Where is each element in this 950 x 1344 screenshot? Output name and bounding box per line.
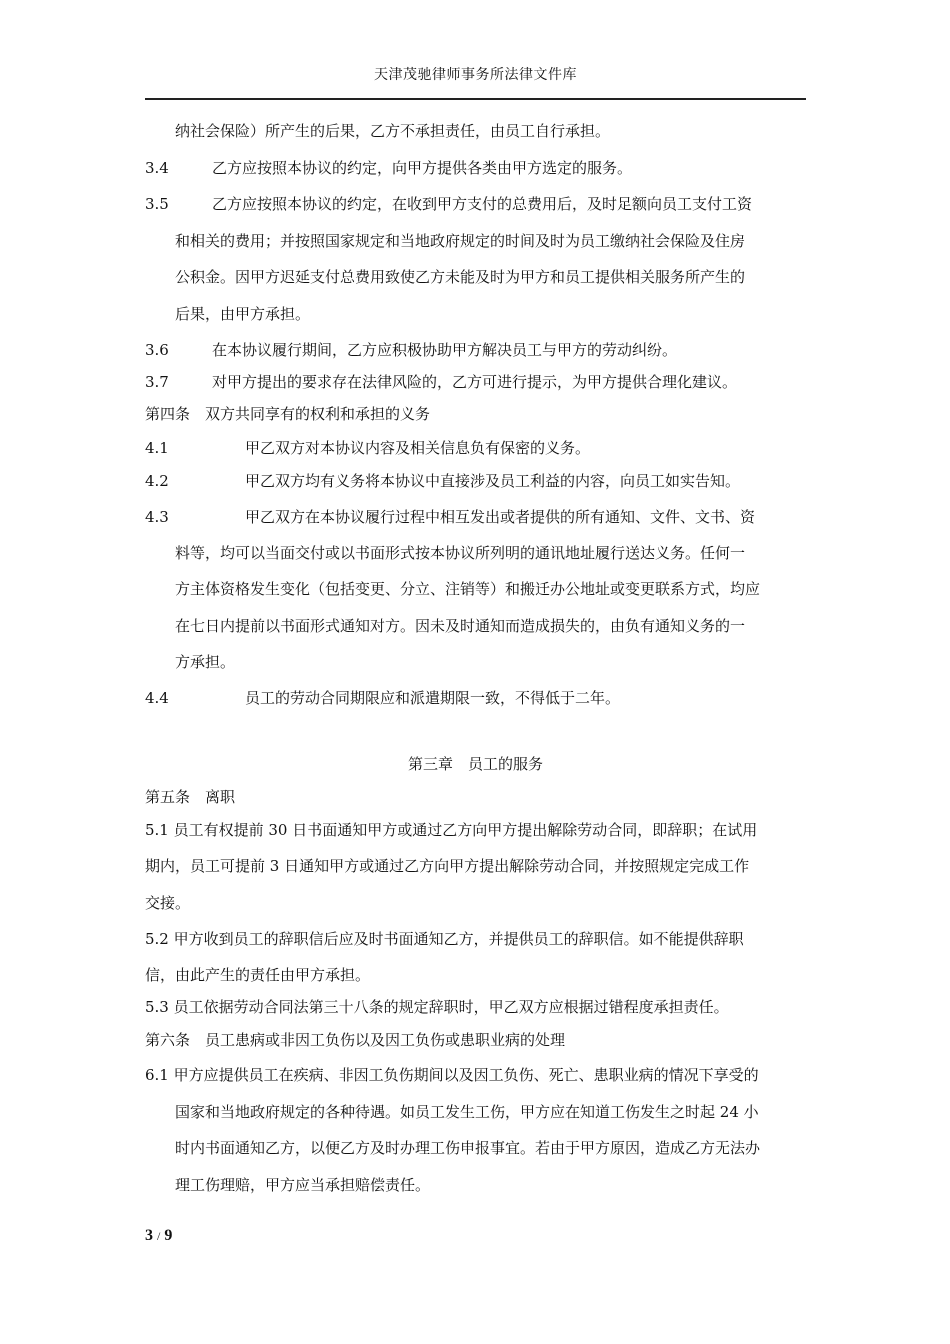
paragraph-line: 理工伤理赔，甲方应当承担赔偿责任。 [175,1176,431,1194]
chapter-3-heading: 第三章 员工的服务 [407,755,543,773]
paragraph-line: 公积金。因甲方迟延支付总费用致使乙方未能及时为甲方和员工提供相关服务所产生的 [175,268,746,286]
paragraph-line: 和相关的费用；并按照国家规定和当地政府规定的时间及时为员工缴纳社会保险及住房 [175,232,746,250]
clause-5-1: 5.1 员工有权提前 30 日书面通知甲方或通过乙方向甲方提出解除劳动合同，即辞职；在试用 [145,821,758,839]
article-5-heading: 第五条 离职 [145,788,236,806]
paragraph-line: 方主体资格发生变化（包括变更、分立、注销等）和搬迁办公地址或变更联系方式，均应 [175,580,761,598]
paragraph-line: 国家和当地政府规定的各种待遇。如员工发生工伤，甲方应在知道工伤发生之时起 24 小 [175,1103,759,1121]
page-number [145,1227,172,1245]
paragraph-line: 料等，均可以当面交付或以书面形式按本协议所列明的通讯地址履行送达义务。任何一 [175,544,746,562]
paragraph-line: 纳社会保险）所产生的后果，乙方不承担责任，由员工自行承担。 [175,122,611,140]
paragraph-line: 交接。 [145,894,191,912]
paragraph-line: 信，由此产生的责任由甲方承担。 [145,966,371,984]
paragraph-line: 后果，由甲方承担。 [175,305,311,323]
article-4-heading: 第四条 双方共同享有的权利和承担的义务 [145,405,431,423]
paragraph-line: 方承担。 [175,653,236,671]
page-current: 3 [145,1227,153,1244]
clause-5-2: 5.2 甲方收到员工的辞职信后应及时书面通知乙方，并提供员工的辞职信。如不能提供辞职 [145,930,744,948]
page-total: 9 [164,1227,173,1244]
clause-6-1: 6.1 甲方应提供员工在疾病、非因工负伤期间以及因工负伤、死亡、患职业病的情况下享受的 [145,1066,759,1084]
document-header: 天津茂驰律师事务所法律文件库 [374,67,577,83]
paragraph-line: 在七日内提前以书面形式通知对方。因未及时通知而造成损失的，由负有通知义务的一 [175,617,746,635]
clause-5-3: 5.3 员工依据劳动合同法第三十八条的规定辞职时，甲乙双方应根据过错程度承担责任。 [145,998,729,1016]
header-rule [145,98,806,100]
article-6-heading: 第六条 员工患病或非因工负伤以及因工负伤或患职业病的处理 [145,1031,566,1049]
paragraph-line: 期内，员工可提前 3 日通知甲方或通过乙方向甲方提出解除劳动合同，并按照规定完成工作 [145,857,750,875]
page-separator: / [157,1229,161,1243]
paragraph-line: 时内书面通知乙方，以便乙方及时办理工伤申报事宜。若由于甲方原因，造成乙方无法办 [175,1139,761,1157]
